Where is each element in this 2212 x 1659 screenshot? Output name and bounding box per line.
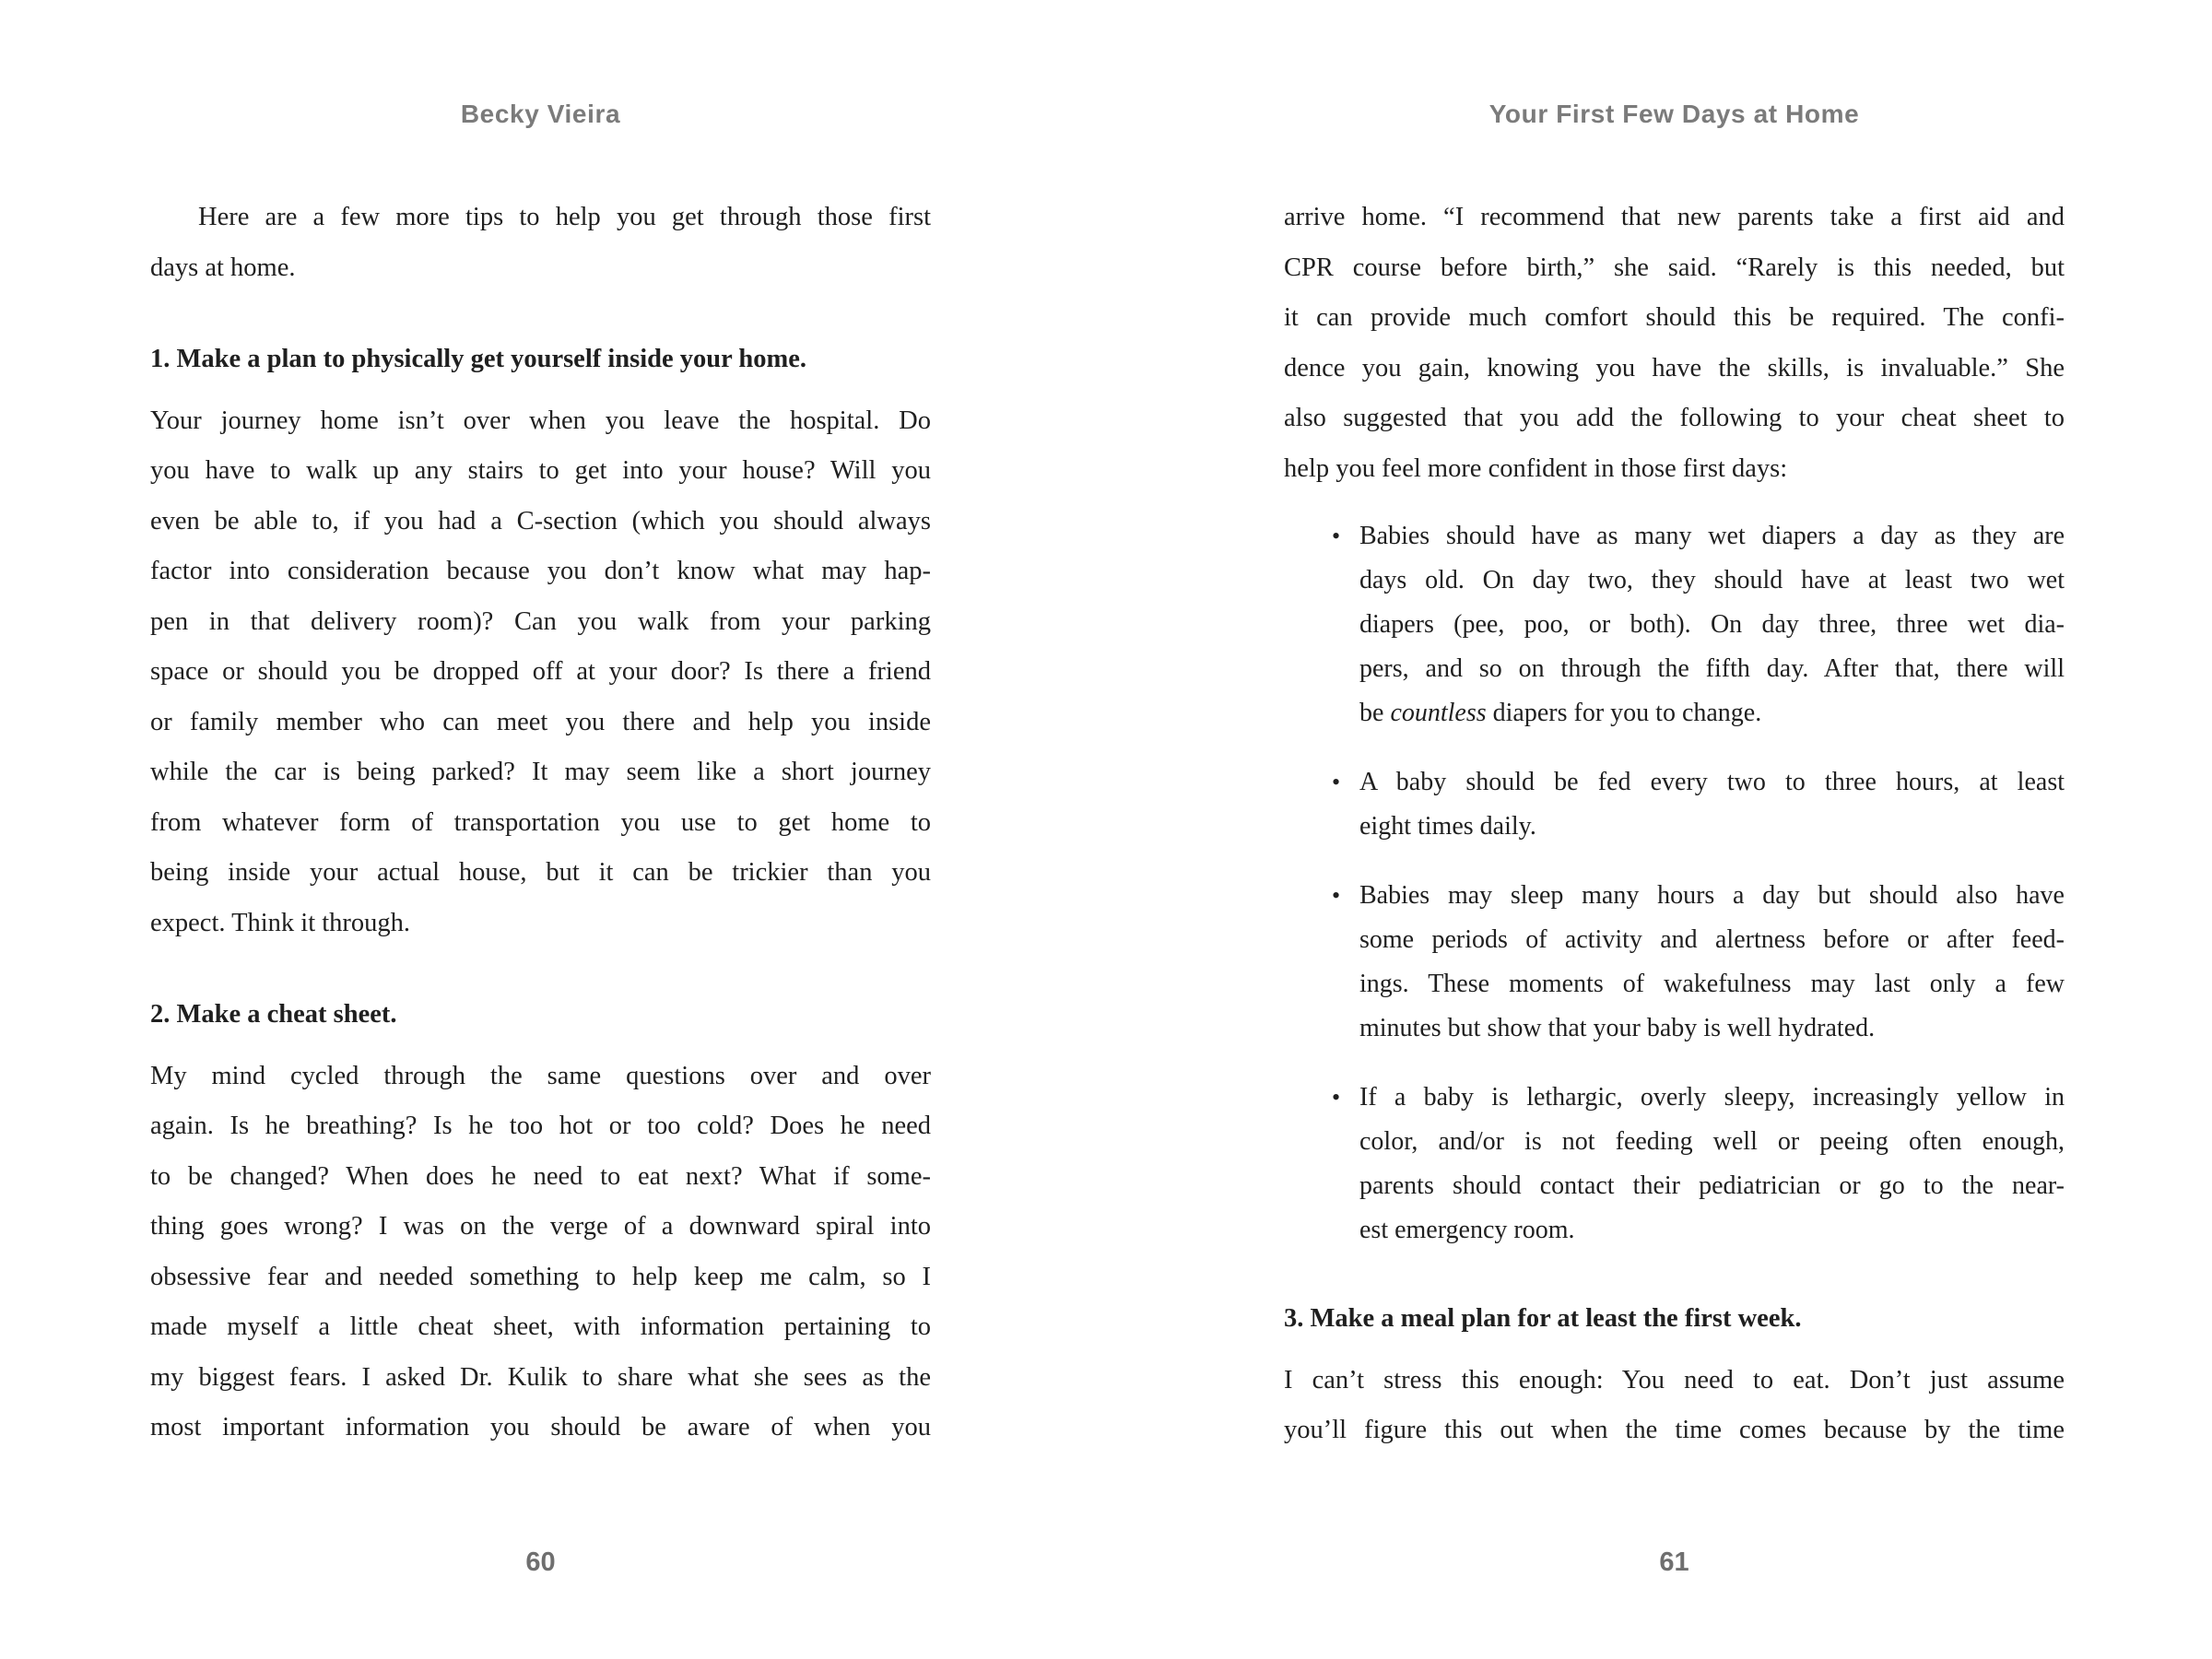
text-line: parents should contact their pediatrician or go to the near- [1359, 1171, 2065, 1200]
text-line: most important information you should be aware of when you [150, 1413, 931, 1441]
text-line: or family member who can meet you there and help you inside [150, 707, 931, 736]
text-line: CPR course before birth,” she said. “Rarely is this needed, but [1284, 253, 2065, 282]
text-line: color, and/or is not feeding well or peeing often enough, [1359, 1127, 2065, 1156]
paragraph [150, 396, 931, 949]
text-line: from whatever form of transportation you use to get home to [150, 807, 931, 837]
bullet-list [1284, 514, 2065, 1253]
paragraph [150, 1052, 931, 1453]
bullet-text [1359, 760, 2065, 849]
text-line: obsessive fear and needed something to help keep me calm, so I [150, 1262, 931, 1291]
text-line: my biggest fears. I asked Dr. Kulik to share what she sees as the [150, 1362, 931, 1392]
right-page [1284, 0, 2065, 1659]
text-line: factor into consideration because you don’t know what may hap- [150, 557, 931, 585]
paragraph [1284, 193, 2065, 494]
section-heading: 3. Make a meal plan for at least the first week. [1284, 1304, 1802, 1333]
text-line: made myself a little cheat sheet, with information pertaining to [150, 1312, 931, 1341]
text-line: eight times daily. [1359, 812, 1536, 841]
running-head-chapter-title: Your First Few Days at Home [1488, 100, 1860, 128]
bullet-text [1359, 514, 2065, 735]
text-line: arrive home. “I recommend that new parents take a first aid and [1284, 203, 2065, 231]
text-line: you’ll figure this out when the time comes because by the time [1284, 1416, 2065, 1444]
text-line: est emergency room. [1359, 1216, 1575, 1244]
text-line: to be changed? When does he need to eat next? What if some- [150, 1161, 931, 1191]
text-line: expect. Think it through. [150, 908, 411, 937]
bullet-item [1284, 1076, 2065, 1253]
text-line: minutes but show that your baby is well hydrated. [1359, 1014, 1876, 1042]
text-line: dence you gain, knowing you have the skills, is invaluable.” She [1284, 353, 2065, 382]
text-line: I can’t stress this enough: You need to eat. Don’t just assume [1284, 1365, 2065, 1394]
left-page-number: 60 [525, 1547, 556, 1577]
text-line: space or should you be dropped off at your door? Is there a friend [150, 657, 931, 686]
text-line: days old. On day two, they should have at least two wet [1359, 566, 2065, 594]
bullet-icon: • [1332, 882, 1341, 909]
right-page-number: 61 [1659, 1547, 1689, 1577]
bullet-icon: • [1332, 1084, 1341, 1111]
text-line: pers, and so on through the fifth day. After that, there will [1359, 654, 2065, 683]
text-line: If a baby is lethargic, overly sleepy, increasingly yellow in [1359, 1083, 2065, 1112]
text-line: days at home. [150, 253, 296, 282]
text-line: A baby should be fed every two to three hours, at least [1359, 768, 2065, 796]
right-page-content [1284, 193, 2065, 1456]
bullet-icon: • [1332, 523, 1341, 549]
paragraph [1284, 1356, 2065, 1456]
text-line: you have to walk up any stairs to get into your house? Will you [150, 456, 931, 485]
text-line: some periods of activity and alertness before or after feed- [1359, 925, 2065, 954]
text-line: even be able to, if you had a C-section (which you should always [150, 506, 931, 535]
text-line: Here are a few more tips to help you get through those first [198, 203, 931, 231]
text-line: diapers (pee, poo, or both). On day three, three wet dia- [1359, 610, 2065, 639]
bullet-item [1284, 760, 2065, 849]
text-line: ings. These moments of wakefulness may last only a few [1359, 970, 2065, 998]
bullet-item [1284, 874, 2065, 1051]
text-line: Your journey home isn’t over when you leave the hospital. Do [150, 406, 931, 435]
text-line: also suggested that you add the following to your cheat sheet to [1284, 404, 2065, 432]
text-line: help you feel more confident in those first days: [1284, 453, 1788, 483]
text-line: pen in that delivery room)? Can you walk from your parking [150, 606, 931, 636]
bullet-text [1359, 1076, 2065, 1253]
running-head-author: Becky Vieira [460, 100, 621, 128]
text-line: Babies may sleep many hours a day but should also have [1359, 881, 2065, 910]
left-page-content [150, 193, 931, 1453]
text-line: it can provide much comfort should this be required. The confi- [1284, 303, 2065, 332]
bullet-item [1284, 514, 2065, 735]
text-line: be countless diapers for you to change. [1359, 699, 1762, 727]
section-heading: 2. Make a cheat sheet. [150, 1000, 397, 1029]
paragraph [150, 193, 931, 293]
bullet-icon: • [1332, 769, 1341, 795]
left-page [150, 0, 931, 1659]
text-line: Babies should have as many wet diapers a day as they are [1359, 522, 2065, 550]
text-line: thing goes wrong? I was on the verge of a downward spiral into [150, 1212, 931, 1241]
text-line: while the car is being parked? It may seem like a short journey [150, 758, 931, 786]
section-heading: 1. Make a plan to physically get yourself inside your home. [150, 345, 806, 373]
text-line: again. Is he breathing? Is he too hot or too cold? Does he need [150, 1112, 931, 1140]
text-line: My mind cycled through the same questions over and over [150, 1061, 931, 1090]
text-line: being inside your actual house, but it can be trickier than you [150, 858, 931, 887]
bullet-text [1359, 874, 2065, 1051]
